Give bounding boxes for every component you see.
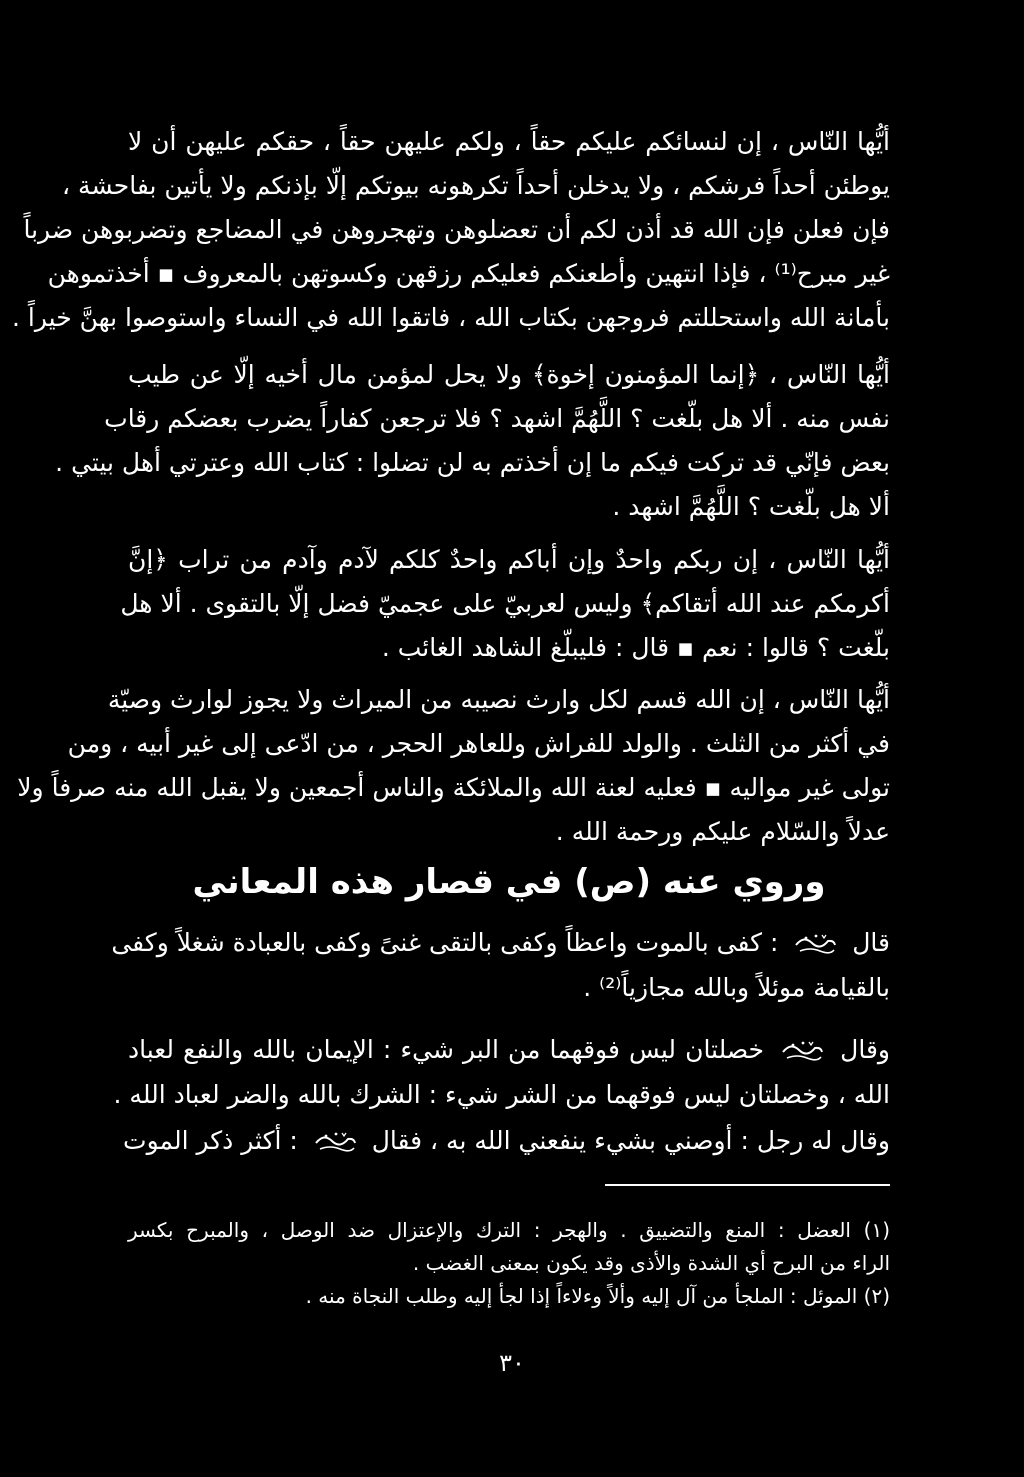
text-line: أيُّها النّاس ، ﴿إنما المؤمنون إخوة﴾ ولا يحل لمؤمن مال أخيه إلّا عن طيب xyxy=(128,360,890,389)
text-line: نفس منه . ألا هل بلّغت ؟ اللَّهُمَّ اشهد ؟ فلا ترجعن كفاراً يضرب بعضكم رقاب xyxy=(104,404,890,433)
text-line: في أكثر من الثلث . والولد للفراش وللعاهر الحجر ، من ادّعى إلى غير أبيه ، ومن xyxy=(67,729,890,758)
section-heading: وروي عنه (ص) في قصار هذه المعاني xyxy=(192,862,826,902)
hadith-sufficiency xyxy=(111,920,890,1010)
salawat-seal-icon xyxy=(779,1038,825,1064)
footnote-line: (١) العضل : المنع والتضييق . والهجر : الترك والإعتزال ضد الوصل ، والمبرح بكسر xyxy=(128,1218,890,1242)
paragraph-inheritance xyxy=(17,678,890,854)
text-line: وقال له رجل : أوصني بشيء ينفعني الله به ، فقال : أكثر ذكر الموت xyxy=(123,1126,890,1155)
salawat-seal-icon xyxy=(312,1129,358,1155)
text-line: أيُّها النّاس ، إن ربكم واحدٌ وإن أباكم واحدٌ كلكم لآدم وآدم من تراب ﴿إنَّ xyxy=(128,545,890,574)
hadith-two-qualities xyxy=(113,1027,890,1117)
salawat-seal-icon xyxy=(792,931,838,957)
footnote-line: الراء من البرح أي الشدة والأذى وقد يكون بمعنى الغضب . xyxy=(412,1251,890,1275)
text-line: غير مبرح⁽¹⁾ ، فإذا انتهين وأطعنكم فعليكم رزقهن وكسوتهن بالمعروف ▪ أخذتموهن xyxy=(47,259,890,288)
paragraph-one-lord xyxy=(120,538,890,670)
text-line: بالقيامة موئلاً وبالله مجازياً⁽²⁾ . xyxy=(583,973,890,1002)
text-line: قال : كفى بالموت واعظاً وكفى بالتقى غنىً وكفى بالعبادة شغلاً وكفى xyxy=(111,928,890,957)
text-line: ألا هل بلّغت ؟ اللَّهُمَّ اشهد . xyxy=(612,492,890,521)
page-number: ٣٠ xyxy=(499,1349,525,1377)
footnote-divider xyxy=(605,1184,890,1186)
footnote-line: (٢) الموئل : الملجأ من آل إليه وألاً وءلاءاً إذا لجأ إليه وطلب النجاة منه . xyxy=(305,1284,890,1308)
text-line: أكرمكم عند الله أتقاكم﴾ وليس لعربيّ على عجميّ فضل إلّا بالتقوى . ألا هل xyxy=(120,589,890,618)
text-line: تولى غير مواليه ▪ فعليه لعنة الله والملائكة والناس أجمعين ولا يقبل الله منه صرفاً ولا xyxy=(17,773,890,802)
text-line: بلّغت ؟ قالوا : نعم ▪ قال : فليبلّغ الشاهد الغائب . xyxy=(381,633,890,662)
text-line: أيُّها النّاس ، إن لنسائكم عليكم حقاً ، ولكم عليهن حقاً ، حقكم عليهن أن لا xyxy=(128,127,890,156)
text-line: عدلاً والسّلام عليكم ورحمة الله . xyxy=(555,817,890,846)
text-line: وقال خصلتان ليس فوقهما من البر شيء : الإيمان بالله والنفع لعباد xyxy=(128,1035,890,1064)
text-line: فإن فعلن فإن الله قد أذن لكم أن تعضلوهن وتهجروهن في المضاجع وتضربوهن ضرباً xyxy=(23,215,890,244)
text-line: بأمانة الله واستحللتم فروجهن بكتاب الله ، فاتقوا الله في النساء واستوصوا بهنَّ خيراً . xyxy=(12,303,890,332)
text-line: أيُّها النّاس ، إن الله قسم لكل وارث نصيبه من الميراث ولا يجوز لوارث وصيّة xyxy=(107,685,890,714)
text-line: يوطئن أحداً فرشكم ، ولا يدخلن أحداً تكرهونه بيوتكم إلّا بإذنكم ولا يأتين بفاحشة ، xyxy=(62,171,890,200)
text-line: بعض فإنّي قد تركت فيكم ما إن أخذتم به لن تضلوا : كتاب الله وعترتي أهل بيتي . xyxy=(55,448,890,477)
hadith-remember-death xyxy=(123,1118,890,1163)
paragraph-believers-brothers xyxy=(55,353,890,529)
text-line: الله ، وخصلتان ليس فوقهما من الشر شيء : الشرك بالله والضر لعباد الله . xyxy=(113,1080,890,1109)
footnotes xyxy=(128,1214,890,1313)
paragraph-wives-rights xyxy=(12,120,890,340)
